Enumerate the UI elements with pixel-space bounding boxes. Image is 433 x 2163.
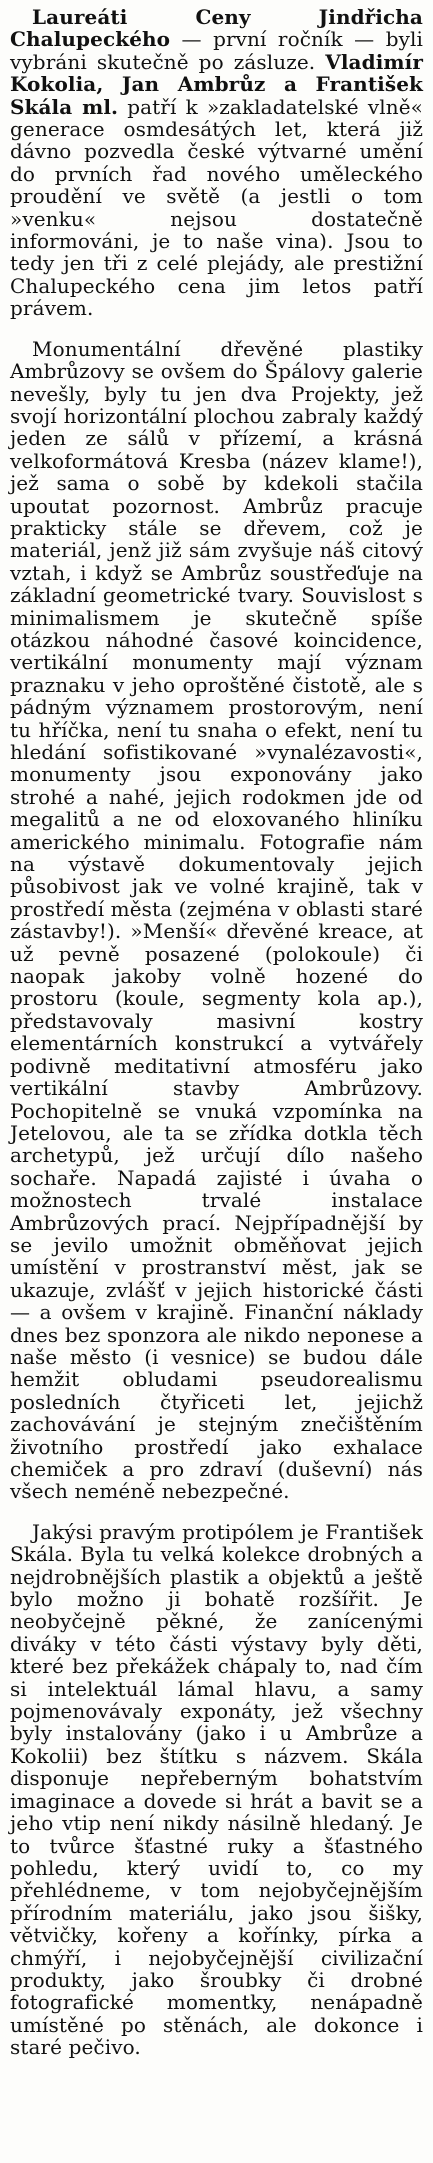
laureates-names: Vladimír Kokolia, Jan Ambrůz a František Skála ml. — [10, 49, 423, 119]
paragraph-skala: Jakýsi pravým protipólem je František Skála. Byla tu velká kolekce drobných a nejdrobnějších plastik a objektů a ještě bylo možno ji bohatě rozšířit. Je neobyčejně pěkné, že zanícenými diváky v této části výstavy byly děti, které bez překážek chápaly to, nad čím si intelektuál lámal hlavu, a samy pojmenovávaly exponáty, jež všechny byly instalovány (jako i u Ambrůze a Kokolii) bez štítku s názvem. Skála disponuje nepřeberným bohatstvím imaginace a dovede si hrát a bavit se a jeho vtip není nikdy násilně hledaný. Je to tvůrce šťastné ruky a šťastného pohledu, který uvidí to, co my přehlédneme, v tom nejobyčejnějším přírodním materiálu, jako jsou šišky, větvičky, kořeny a kořínky, pírka a chmýří, i nejobyčejnější civilizační produkty, jako šroubky či drobné fotografické momentky, nenápadně umístěné po stěnách, ale dokonce i staré pečivo. — [10, 1519, 423, 2060]
laureates-text-a: — první ročník — byli vybráni skutečně po zásluze. — [10, 27, 423, 74]
paragraph-ambruz: Monumentální dřevěné plastiky Ambrůzovy se ovšem do Špálovy galerie nevešly, byly tu jen dva Projekty, jež svojí horizontální plochou zabraly každý jeden ze sálů v přízemí, a krásná velkoformátová Kresba (název klame!), jež sama o sobě by kdekoli stačila upoutat pozornost. Ambrůz pracuje prakticky stále se dřevem, což je materiál, jenž již sám zvyšuje náš citový vztah, i když se Ambrůz soustřeďuje na základní geometrické tvary. Souvislost s minimalismem je skutečně spíše otázkou náhodné časové koincidence, vertikální monumenty mají význam praznaku v jeho oproštěné čistotě, ale s pádným významem prostorovým, není tu hříčka, není tu snaha o efekt, není tu hledání sofistikované »vynalézavosti«, monumenty jsou exponovány jako strohé a nahé, jejich rodokmen jde od megalitů a ne od eloxovaného hliníku amerického minimalu. Fotografie nám na výstavě dokumentovaly jejich působivost jak ve volné krajině, tak v prostředí města (zejména v oblasti staré zástavby!). »Menší« dřevěné kreace, at už pevně posazené (polokoule) či naopak jakoby volně hozené do prostoru (koule, segmenty kola ap.), představovaly masivní kostry elementárních konstrukcí a vytvářely podivně meditativní atmosféru jako vertikální stavby Ambrůzovy. Pochopitelně se vnuká vzpomínka na Jetelovou, ale ta se zřídka dotkla těch archetypů, jež určují dílo našeho sochaře. Napadá zajisté i úvaha o možnostech trvalé instalace Ambrůzových prací. Nejpřípadnější by se jevilo umožnit obměňovat jejich umístění v prostranství měst, jak se ukazuje, zvlášť v jejich historické části — a ovšem v krajině. Finanční náklady dnes bez sponzora ale nikdo neponese a naše město (i vesnice) se budou dále hemžit obludami pseudorealismu posledních čtyřiceti let, jejichž zachovávání je stejným znečištěním životního prostředí jako exhalace chemiček a pro zdraví (duševní) nás všech neméně nebezpečné. — [10, 336, 423, 1504]
laureates-lead: Laureáti Ceny Jindřicha Chalupeckého — [10, 5, 423, 52]
article-column — [10, 6, 423, 2059]
paragraph-laureates — [10, 6, 423, 320]
laureates-text-b: patří k »zakladatelské vlně« generace osmdesátých let, která již dávno pozvedla české výtvarné umění do prvních řad nového uměleckého proudění ve světě (a jestli o tom »venku« nejsou dostatečně informováni, je to naše vina). Jsou to tedy jen tři z celé plejády, ale prestižní Chalupeckého cena jim letos patří právem. — [10, 94, 424, 321]
